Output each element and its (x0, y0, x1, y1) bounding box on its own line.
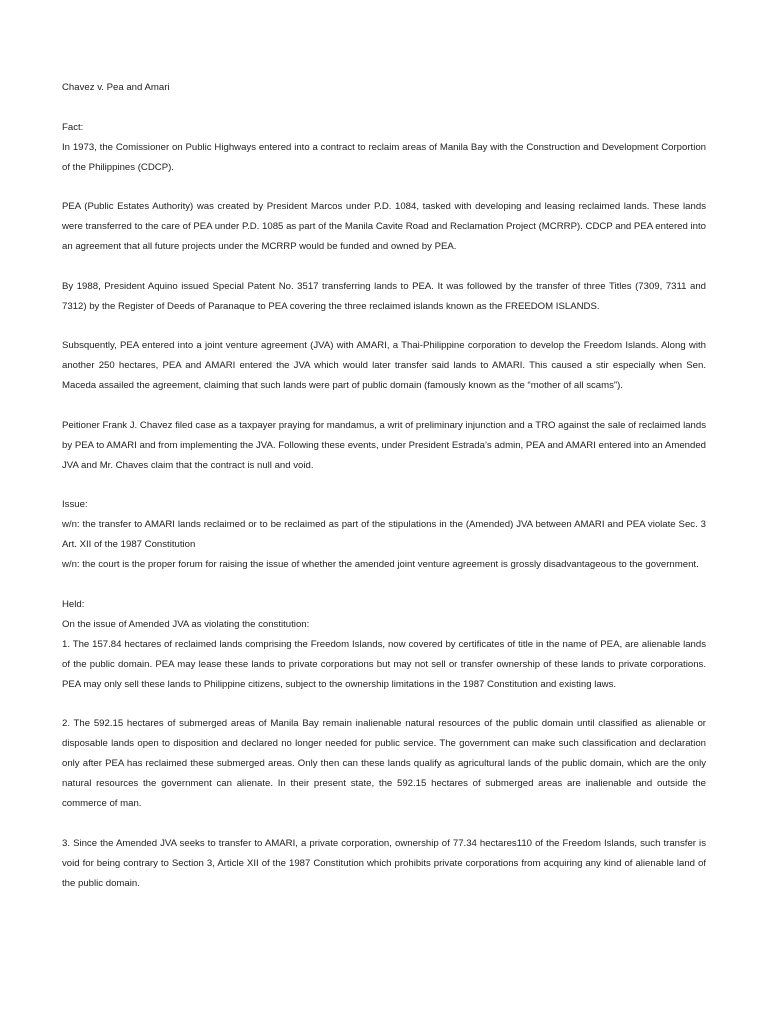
fact-paragraph: PEA (Public Estates Authority) was created by President Marcos under P.D. 1084, tasked with developing and leasing reclaimed lands. These lands were transferred to the care of PEA under P.D. 1085 as part of the Manila Cavite Road and Reclamation Project (MCRRP). CDCP and PEA entered into an agreement that all future projects under the MCRRP would be funded and owned by PEA. (62, 201, 706, 252)
fact-heading: Fact: (62, 121, 84, 133)
held-paragraph: 1. The 157.84 hectares of reclaimed lands comprising the Freedom Islands, now covered by certificates of title in the name of PEA, are alienable lands of the public domain. PEA may lease these lands to private corporations but may not sell or transfer ownership of these lands to private corporations. PEA may only sell these lands to Philippine citizens, subject to the ownership limitations in the 1987 Constitution and existing laws. (62, 638, 706, 690)
document-title: Chavez v. Pea and Amari (62, 82, 170, 93)
held-paragraph: 2. The 592.15 hectares of submerged areas of Manila Bay remain inalienable natural resources of the public domain until classified as alienable or disposable lands open to disposition and declared no longer needed for public service. The government can make such classification and declaration only after PEA has reclaimed these submerged areas. Only then can these lands qualify as agricultural lands of the public domain, which are the only natural resources the government can alienate. In their present state, the 592.15 hectares of submerged areas are inalienable and outside the commerce of man. (62, 718, 706, 809)
held-intro: On the issue of Amended JVA as violating the constitution: (62, 618, 310, 630)
fact-paragraph: Subsquently, PEA entered into a joint venture agreement (JVA) with AMARI, a Thai-Philippine corporation to develop the Freedom Islands. Along with another 250 hectares, PEA and AMARI entered the JVA which would later transfer said lands to AMARI. This caused a stir especially when Sen. Maceda assailed the agreement, claiming that such lands were part of public domain (famously known as the “mother of all scams”). (62, 340, 706, 391)
spacer (62, 476, 706, 496)
spacer (62, 575, 706, 595)
held-heading: Held: (62, 598, 85, 610)
spacer (62, 814, 706, 834)
spacer (62, 695, 706, 715)
spacer (62, 178, 706, 198)
issue-item: w/n: the transfer to AMARI lands reclaimed or to be reclaimed as part of the stipulations in the (Amended) JVA between AMARI and PEA violate Sec. 3 Art. XII of the 1987 Constitution (62, 519, 706, 550)
fact-paragraph: Peitioner Frank J. Chavez filed case as a taxpayer praying for mandamus, a writ of preliminary injunction and a TRO against the sale of reclaimed lands by PEA to AMARI and from implementing the JVA. Following these events, under President Estrada’s admin, PEA and AMARI entered into an Amended JVA and Mr. Chaves claim that the contract is null and void. (62, 419, 706, 471)
document-page (62, 78, 706, 894)
fact-paragraph: In 1973, the Comissioner on Public Highways entered into a contract to reclaim areas of Manila Bay with the Construction and Development Corportion of the Philippines (CDCP). (62, 141, 706, 173)
spacer (62, 317, 706, 337)
fact-paragraph: By 1988, President Aquino issued Special Patent No. 3517 transferring lands to PEA. It was followed by the transfer of three Titles (7309, 7311 and 7312) by the Register of Deeds of Paranaque to PEA covering the three reclaimed islands known as the FREEDOM ISLANDS. (62, 280, 706, 312)
spacer (62, 98, 706, 118)
held-paragraph: 3. Since the Amended JVA seeks to transfer to AMARI, a private corporation, ownership of 77.34 hectares110 of the Freedom Islands, such transfer is void for being contrary to Section 3, Article XII of the 1987 Constitution which prohibits private corporations from acquiring any kind of alienable land of the public domain. (62, 837, 706, 889)
spacer (62, 396, 706, 416)
spacer (62, 257, 706, 277)
issue-heading: Issue: (62, 499, 88, 510)
issue-item: w/n: the court is the proper forum for raising the issue of whether the amended joint venture agreement is grossly disadvantageous to the government. (62, 559, 699, 570)
